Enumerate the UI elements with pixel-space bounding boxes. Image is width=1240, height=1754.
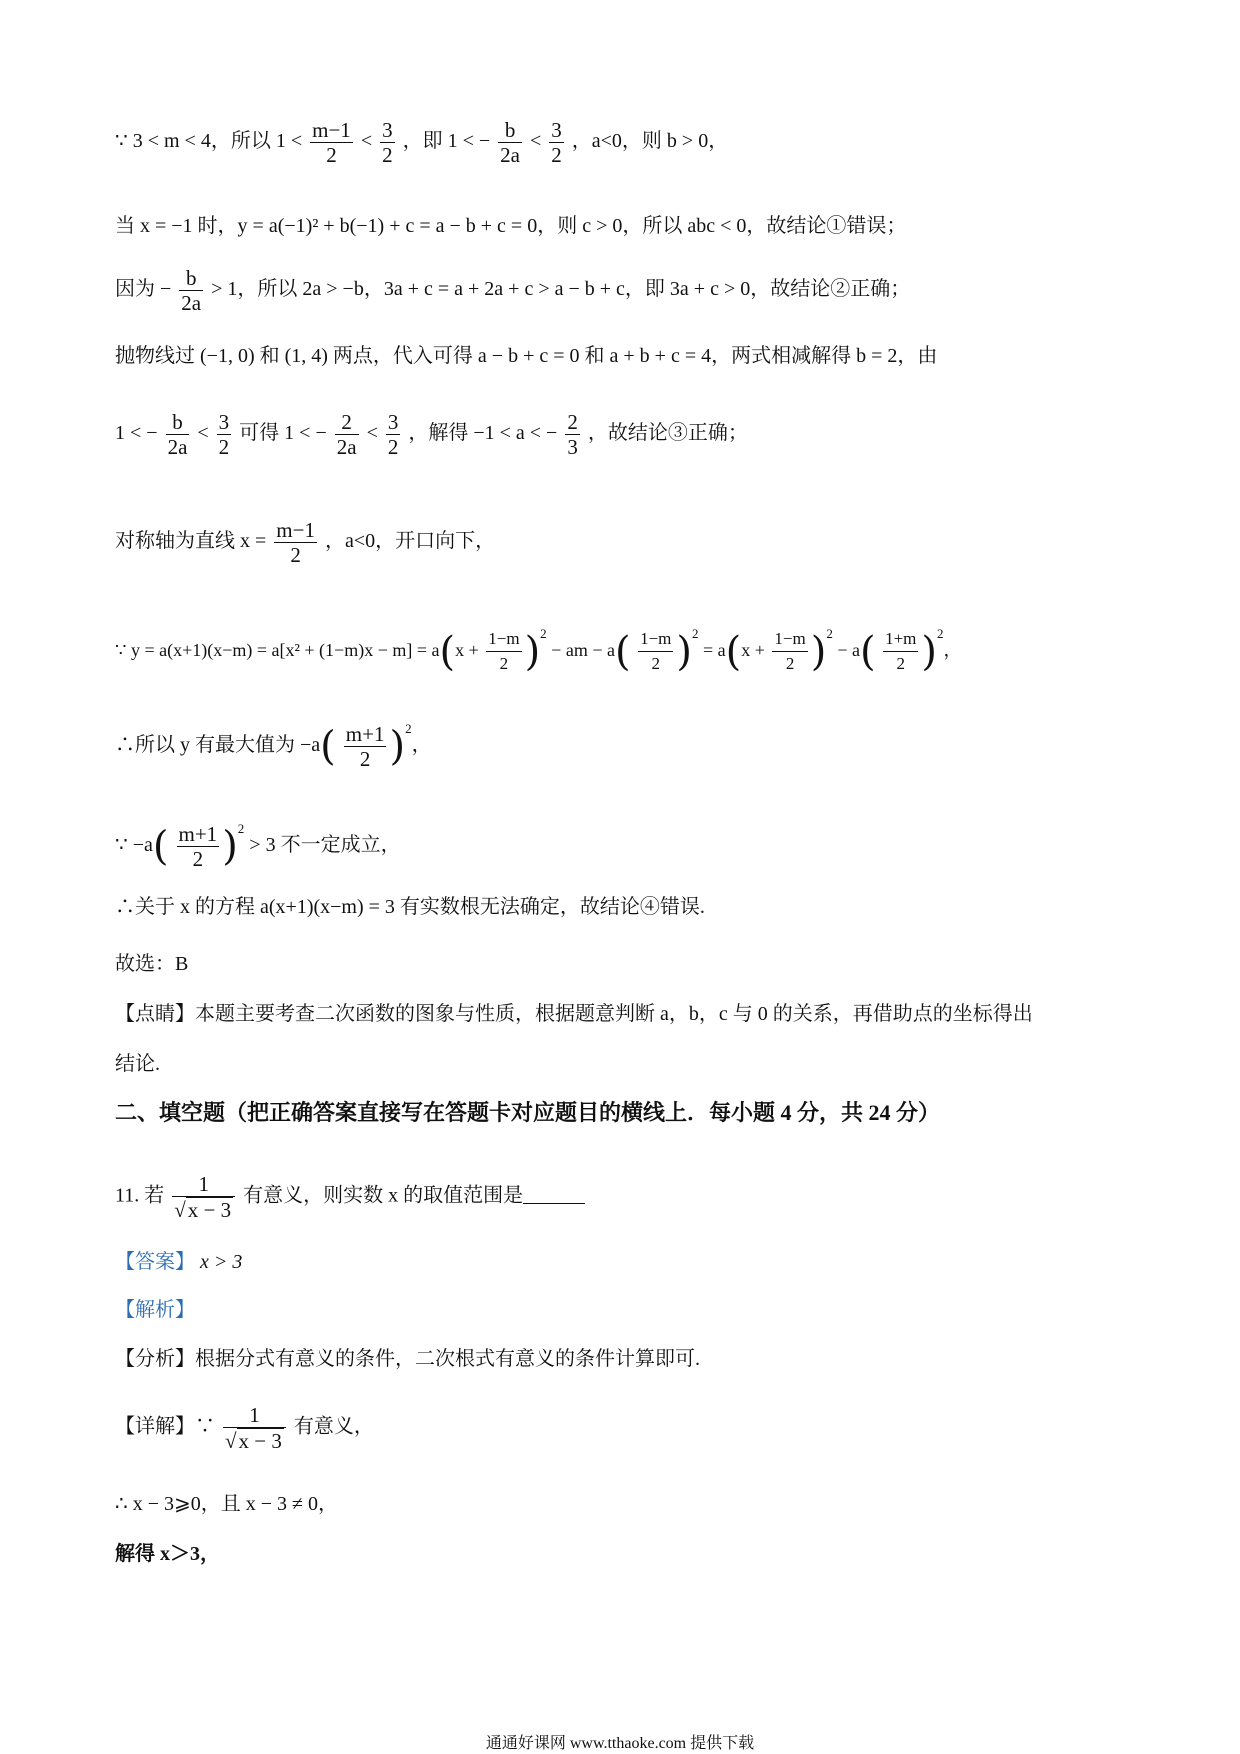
line-6: 对称轴为直线 x = $\frac{m-1}{2}$ ，a<0，开口向下， bbox=[115, 518, 496, 567]
line-12: 【点睛】本题主要考查二次函数的图象与性质，根据题意判断 a，b，c 与 0 的关系，再借助点的坐标得出 bbox=[115, 1003, 1033, 1025]
line-4: 抛物线过 (−1, 0) 和 (1, 4) 两点，代入可得 a − b + c = 0 和 a + b + c = 4，两式相减解得 b = 2，由 bbox=[115, 345, 938, 367]
line-7: ∵ y = a(x+1)(x−m) = a[x² + (1−m)x − m] = a(x + $\frac{1-m}{2}$ )$^2$ − am − a( $\frac{1-m}{2}$ )$^2$ = a(x + $\frac{1-m}{2}$ )$^2$ − a( $\frac{1+m}{2}$ )$^2$， bbox=[115, 626, 962, 675]
line-9: ∵ −a( $\frac{m+1}{2}$ )$^2$ > 3 不一定成立， bbox=[115, 821, 401, 871]
line-10: ∴关于 x 的方程 a(x+1)(x−m) = 3 有实数根无法确定，故结论④错误. bbox=[115, 896, 705, 918]
answer-blank bbox=[523, 1203, 585, 1204]
fraction: $\frac{m-1}{2}$ bbox=[276, 518, 315, 567]
fraction: $\frac{2}{3}$ bbox=[567, 410, 578, 459]
footer-watermark: 通通好课网 www.tthaoke.com 提供下载 bbox=[485, 1735, 755, 1752]
fraction: $\frac{3}{2}$ bbox=[387, 410, 399, 459]
line-2: 当 x = −1 时，y = a(−1)² + b(−1) + c = a − b + c = 0，则 c > 0，所以 abc < 0，故结论①错误； bbox=[115, 215, 907, 237]
line-1: ∵ 3 < m < 4，所以 1 < $\frac{m-1}{2}$ < $\frac{3}{2}$ ，即 1 < − $\frac{b}{2a}$ < $\frac{3}{2}$ ，a<0，则 b > 0， bbox=[115, 118, 729, 167]
fraction: $\frac{b}{2a}$ bbox=[181, 266, 202, 315]
fraction: $\frac{b}{2a}$ bbox=[167, 410, 188, 459]
line-8: ∴所以 y 有最大值为 −a( $\frac{m+1}{2}$ )$^2$， bbox=[115, 721, 432, 771]
fraction: $\frac{2}{2a}$ bbox=[336, 410, 357, 459]
fraction: $\frac{1-m}{2}$ bbox=[638, 627, 673, 676]
fraction: $\frac{1-m}{2}$ bbox=[772, 627, 807, 676]
solve-line: 解得 x＞3， bbox=[115, 1543, 220, 1565]
question-11: 11. 若 $\frac{1}{√x - 3}$ 有意义，则实数 x 的取值范围是 bbox=[115, 1172, 585, 1222]
answer-line: 【答案】 x > 3 bbox=[115, 1251, 243, 1273]
fraction: $\frac{1-m}{2}$ bbox=[486, 627, 521, 676]
fraction: $\frac{b}{2a}$ bbox=[500, 118, 520, 167]
analysis-tag: 【解析】 bbox=[115, 1299, 195, 1321]
fraction: $\frac{m+1}{2}$ bbox=[345, 721, 385, 771]
fraction: $\frac{m+1}{2}$ bbox=[178, 821, 218, 871]
line-13: 结论. bbox=[115, 1053, 160, 1075]
line-5: 1 < − $\frac{b}{2a}$ < $\frac{3}{2}$ 可得 1 < − $\frac{2}{2a}$ < $\frac{3}{2}$ ，解得 −1 < a < − $\frac{2}{3}$ ，故结论③正确； bbox=[115, 410, 748, 459]
fraction: $\frac{3}{2}$ bbox=[551, 118, 562, 167]
fraction: $\frac{1}{√x - 3}$ bbox=[172, 1172, 235, 1222]
fraction: $\frac{1}{√x - 3}$ bbox=[223, 1403, 286, 1453]
xiangjie-line: 【详解】∵ $\frac{1}{√x - 3}$ 有意义， bbox=[115, 1403, 374, 1453]
section-heading: 二、填空题（把正确答案直接写在答题卡对应题目的横线上．每小题 4 分，共 24 分） bbox=[115, 1100, 941, 1125]
fraction: $\frac{3}{2}$ bbox=[382, 118, 393, 167]
answer-tag: 【答案】 bbox=[115, 1251, 195, 1273]
condition-line: ∴ x − 3⩾0，且 x − 3 ≠ 0， bbox=[115, 1493, 339, 1515]
line-11: 故选：B bbox=[115, 953, 189, 975]
fraction: $\frac{1+m}{2}$ bbox=[883, 627, 918, 676]
fenxi-line: 【分析】根据分式有意义的条件，二次根式有意义的条件计算即可. bbox=[115, 1348, 700, 1370]
fraction: $\frac{3}{2}$ bbox=[218, 410, 230, 459]
fraction: $\frac{m-1}{2}$ bbox=[312, 118, 351, 167]
line-3: 因为 − $\frac{b}{2a}$ > 1，所以 2a > −b，3a + c = a + 2a + c > a − b + c，即 3a + c > 0，故结论②正确； bbox=[115, 266, 911, 315]
